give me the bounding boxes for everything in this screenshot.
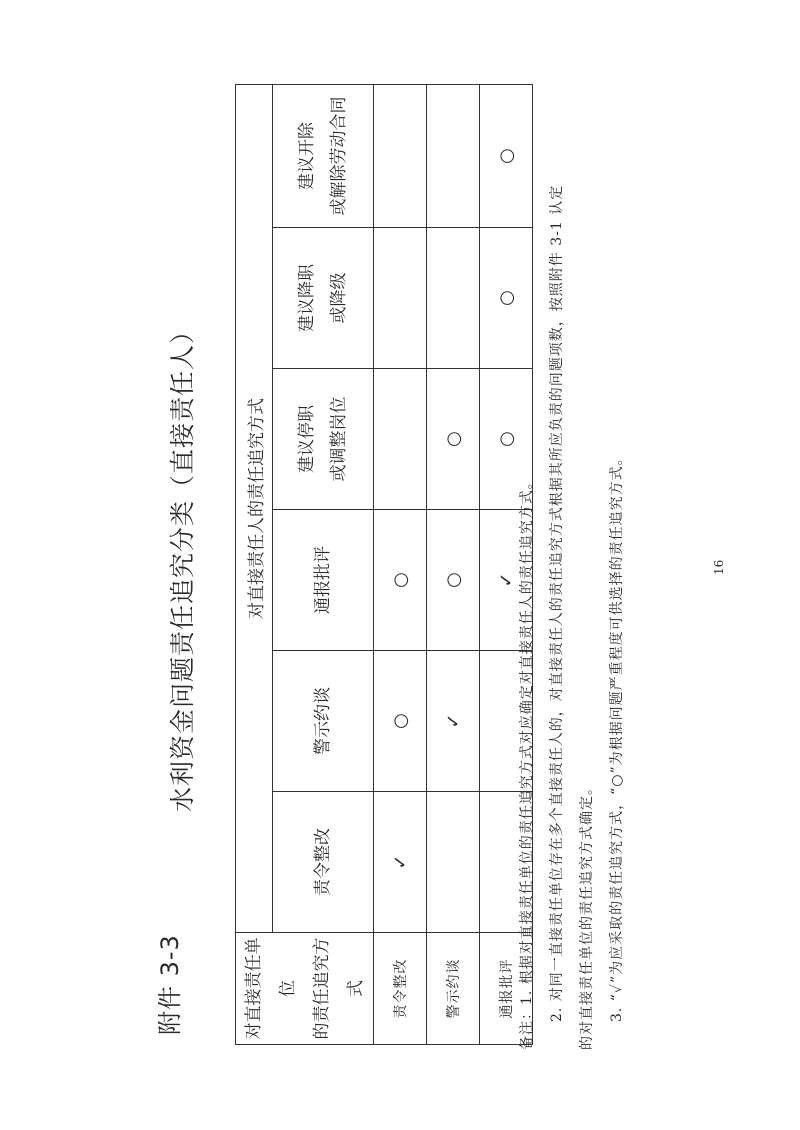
table-cell bbox=[374, 228, 427, 369]
note-line: 的对直接责任单位的责任追究方式确定。 bbox=[579, 780, 595, 1050]
column-header-line: 或调整岗位 bbox=[329, 396, 349, 482]
table-cell bbox=[427, 85, 480, 228]
table-cell: ○ bbox=[427, 510, 480, 651]
table-cell: ✓ bbox=[480, 510, 533, 651]
note-line: 3. “✓”为应采取的责任追究方式，“○”为根据问题严重程度可供选择的责任追究方式。 bbox=[609, 450, 625, 1022]
table-header-row bbox=[236, 85, 273, 1045]
table-cell: ✓ bbox=[374, 792, 427, 933]
corner-header-cell bbox=[236, 933, 374, 1045]
column-header bbox=[273, 792, 374, 933]
column-header-line: 建议降职 bbox=[297, 264, 317, 332]
column-header-line: 通报批评 bbox=[313, 546, 333, 614]
table-cell: ✓ bbox=[427, 651, 480, 792]
corner-header-line1: 对直接责任单位 bbox=[243, 937, 298, 1040]
attachment-label: 附件 3-3 bbox=[156, 934, 184, 1035]
column-header-line: 或解除劳动合同 bbox=[329, 96, 349, 216]
table-cell bbox=[374, 85, 427, 228]
page-title: 水利资金问题责任追究分类（直接责任人） bbox=[168, 318, 197, 813]
column-header bbox=[273, 228, 374, 369]
accountability-table bbox=[235, 84, 533, 1045]
column-header-line: 建议停职 bbox=[297, 405, 317, 473]
page-number: 16 bbox=[712, 559, 726, 575]
table-row bbox=[427, 85, 480, 1045]
column-header bbox=[273, 651, 374, 792]
table-subheader-row bbox=[273, 85, 374, 1045]
row-label: 警示约谈 bbox=[427, 933, 480, 1045]
column-header-line: 警示约谈 bbox=[313, 687, 333, 755]
column-header bbox=[273, 369, 374, 510]
note-line: 备注：1. 根据对直接责任单位的责任追究方式对应确定对直接责任人的责任追究方式。 bbox=[519, 474, 535, 1050]
group-header-cell: 对直接责任人的责任追究方式 bbox=[236, 85, 273, 933]
table-cell: ○ bbox=[480, 369, 533, 510]
notes-block bbox=[512, 50, 632, 1050]
table-cell: ○ bbox=[374, 651, 427, 792]
column-header bbox=[273, 85, 374, 228]
row-label: 责令整改 bbox=[374, 933, 427, 1045]
table-cell bbox=[427, 792, 480, 933]
corner-header-line2: 的责任追究方式 bbox=[311, 937, 366, 1040]
table-cell bbox=[427, 228, 480, 369]
column-header-line: 建议开除 bbox=[297, 122, 317, 190]
table-cell: ○ bbox=[374, 510, 427, 651]
note-line: 2. 对同一直接责任单位存在多个直接责任人的，对直接责任人的责任追究方式根据其所应负责的问题项数，按照附件 3-1 认定 bbox=[549, 184, 565, 1022]
table-cell: ○ bbox=[480, 228, 533, 369]
column-header-line: 或降级 bbox=[329, 272, 349, 324]
column-header-line: 责令整改 bbox=[313, 828, 333, 896]
table-cell bbox=[374, 369, 427, 510]
row-label: 通报批评 bbox=[480, 933, 533, 1045]
column-header bbox=[273, 510, 374, 651]
table-cell: ○ bbox=[480, 85, 533, 228]
table-cell: ○ bbox=[427, 369, 480, 510]
table-row bbox=[374, 85, 427, 1045]
